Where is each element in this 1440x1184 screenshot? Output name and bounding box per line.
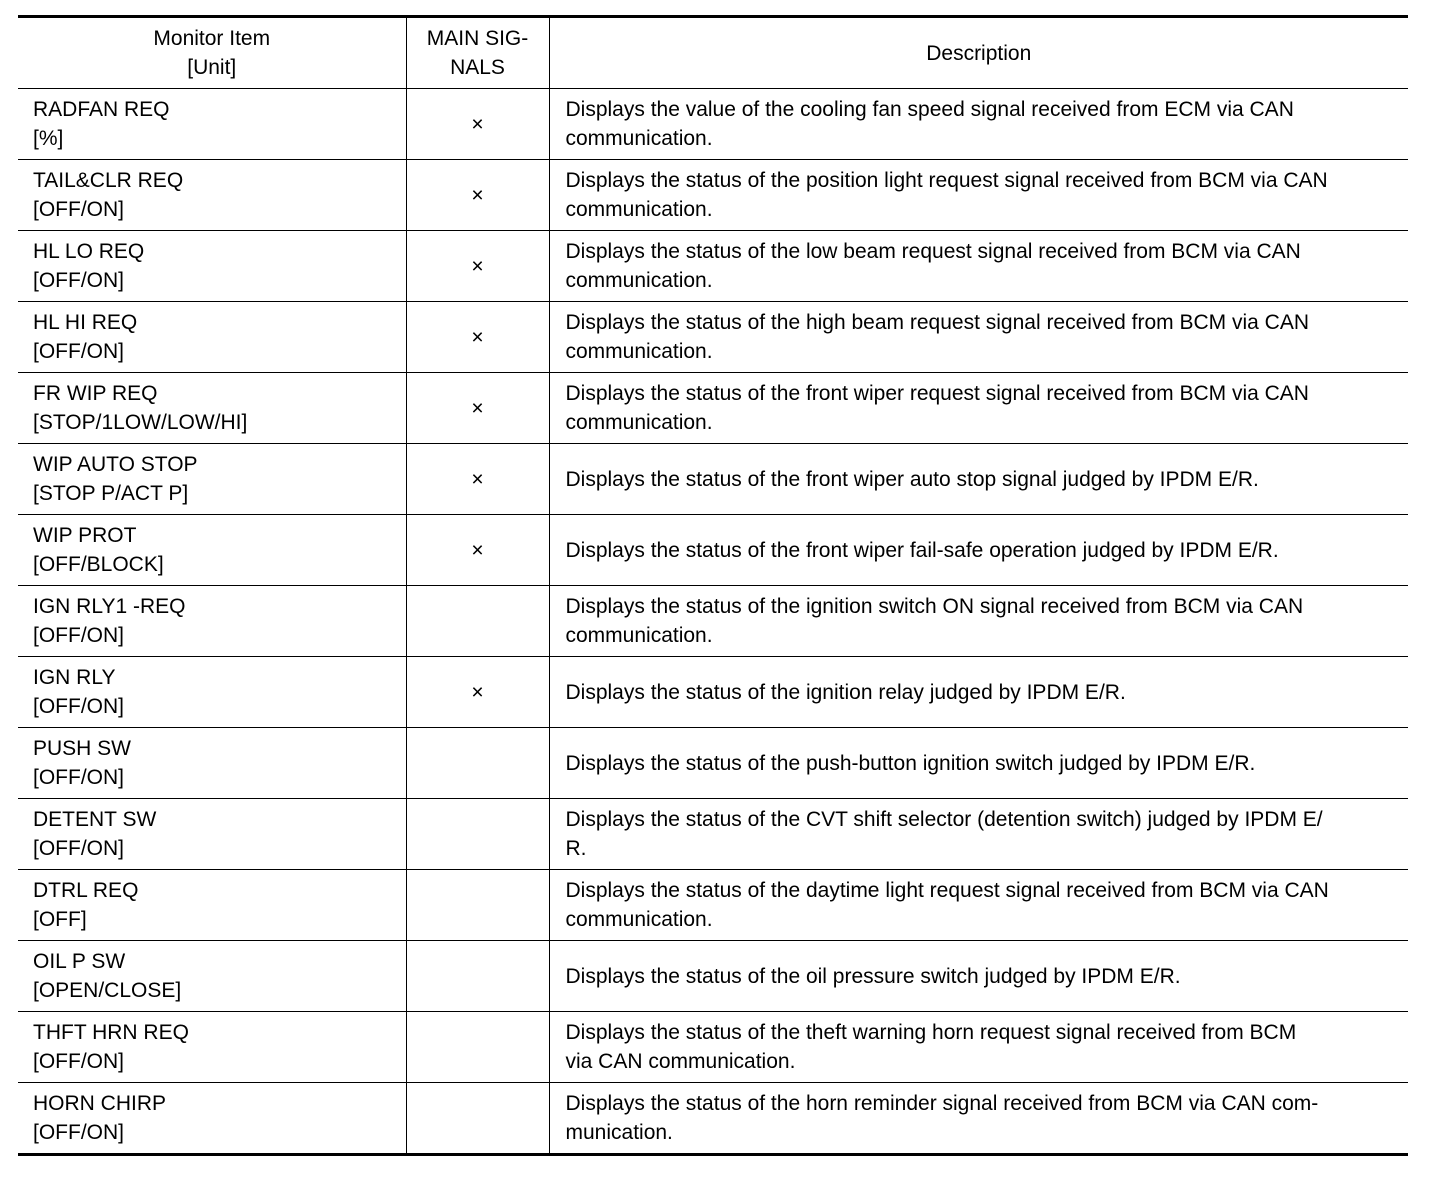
header-unit-label: [Unit] — [187, 56, 237, 79]
description-line: R. — [565, 837, 587, 860]
description-cell — [549, 515, 1408, 586]
monitor-item-cell — [18, 586, 406, 657]
description-cell — [549, 728, 1408, 799]
monitor-item-cell — [18, 728, 406, 799]
monitor-item-name: OIL P SW — [33, 950, 126, 973]
description-cell — [549, 586, 1408, 657]
description-line: Displays the status of the position light request signal received from BCM via CAN — [565, 169, 1328, 192]
monitor-item-name: THFT HRN REQ — [33, 1021, 189, 1044]
header-description: Description — [549, 17, 1408, 89]
monitor-item-cell — [18, 799, 406, 870]
monitor-item-cell — [18, 870, 406, 941]
description-line: Displays the status of the push-button ignition switch judged by IPDM E/R. — [565, 751, 1256, 775]
monitor-item-name: TAIL&CLR REQ — [33, 169, 184, 192]
monitor-item-cell — [18, 657, 406, 728]
description-cell — [549, 302, 1408, 373]
monitor-item-unit: [STOP P/ACT P] — [33, 482, 189, 505]
table-row — [18, 799, 1408, 870]
description-line: communication. — [565, 624, 713, 647]
monitor-item-cell — [18, 1012, 406, 1083]
main-signal-mark — [406, 1012, 549, 1083]
table-row — [18, 515, 1408, 586]
main-signal-mark: × — [406, 444, 549, 515]
description-cell — [549, 1012, 1408, 1083]
description-line: Displays the status of the horn reminder signal received from BCM via CAN com- — [565, 1092, 1319, 1115]
monitor-item-unit: [OFF] — [33, 908, 87, 931]
monitor-item-name: HL HI REQ — [33, 311, 138, 334]
description-line: Displays the status of the front wiper request signal received from BCM via CAN — [565, 382, 1309, 405]
monitor-item-unit: [OFF/ON] — [33, 269, 124, 292]
description-line: communication. — [565, 198, 713, 221]
monitor-item-name: WIP AUTO STOP — [33, 453, 198, 476]
main-signal-mark: × — [406, 231, 549, 302]
monitor-item-name: DETENT SW — [33, 808, 157, 831]
description-cell — [549, 231, 1408, 302]
table-row — [18, 373, 1408, 444]
description-line: Displays the status of the theft warning horn request signal received from BCM — [565, 1021, 1297, 1044]
table-row — [18, 941, 1408, 1012]
main-signal-mark — [406, 728, 549, 799]
header-monitor-item-label: Monitor Item — [153, 27, 271, 50]
main-signal-mark: × — [406, 373, 549, 444]
monitor-item-name: PUSH SW — [33, 737, 132, 760]
monitor-item-cell — [18, 515, 406, 586]
table-row — [18, 728, 1408, 799]
description-line: Displays the status of the high beam request signal received from BCM via CAN — [565, 311, 1310, 334]
table-body — [18, 89, 1408, 1155]
monitor-item-unit: [OFF/ON] — [33, 198, 124, 221]
description-line: Displays the status of the front wiper auto stop signal judged by IPDM E/R. — [565, 467, 1259, 491]
monitor-item-name: DTRL REQ — [33, 879, 139, 902]
monitor-item-cell — [18, 1083, 406, 1155]
monitor-item-name: IGN RLY — [33, 666, 116, 689]
main-signal-mark — [406, 941, 549, 1012]
table-row — [18, 657, 1408, 728]
description-cell — [549, 89, 1408, 160]
description-cell — [549, 941, 1408, 1012]
description-line: Displays the status of the ignition switch ON signal received from BCM via CAN — [565, 595, 1304, 618]
monitor-item-unit: [OFF/ON] — [33, 340, 124, 363]
description-line: Displays the value of the cooling fan speed signal received from ECM via CAN — [565, 98, 1294, 121]
monitor-item-name: HL LO REQ — [33, 240, 145, 263]
main-signal-mark: × — [406, 515, 549, 586]
monitor-item-table — [18, 15, 1408, 1156]
monitor-item-cell — [18, 231, 406, 302]
description-line: communication. — [565, 908, 713, 931]
table-row — [18, 160, 1408, 231]
header-main-signals-line2: NALS — [450, 56, 505, 79]
main-signal-mark — [406, 799, 549, 870]
table-row — [18, 231, 1408, 302]
table-row — [18, 1083, 1408, 1155]
table-header-row — [18, 17, 1408, 89]
monitor-item-unit: [OFF/ON] — [33, 766, 124, 789]
monitor-item-cell — [18, 373, 406, 444]
description-cell — [549, 657, 1408, 728]
monitor-item-unit: [OFF/ON] — [33, 837, 124, 860]
main-signal-mark — [406, 1083, 549, 1155]
description-line: Displays the status of the oil pressure switch judged by IPDM E/R. — [565, 964, 1181, 988]
description-line: Displays the status of the CVT shift selector (detention switch) judged by IPDM E/ — [565, 808, 1323, 831]
main-signal-mark: × — [406, 160, 549, 231]
description-line: Displays the status of the low beam request signal received from BCM via CAN — [565, 240, 1301, 263]
description-line: communication. — [565, 269, 713, 292]
description-cell — [549, 799, 1408, 870]
description-line: Displays the status of the front wiper fail-safe operation judged by IPDM E/R. — [565, 538, 1279, 562]
monitor-item-unit: [%] — [33, 127, 64, 150]
description-line: communication. — [565, 127, 713, 150]
table-row — [18, 870, 1408, 941]
monitor-item-name: HORN CHIRP — [33, 1092, 167, 1115]
monitor-item-name: WIP PROT — [33, 524, 137, 547]
monitor-item-cell — [18, 302, 406, 373]
description-cell — [549, 1083, 1408, 1155]
monitor-item-cell — [18, 89, 406, 160]
main-signal-mark — [406, 870, 549, 941]
monitor-item-unit: [OFF/BLOCK] — [33, 553, 164, 576]
monitor-item-unit: [OFF/ON] — [33, 1121, 124, 1144]
description-line: Displays the status of the daytime light request signal received from BCM via CAN — [565, 879, 1329, 902]
monitor-item-cell — [18, 160, 406, 231]
table-row — [18, 444, 1408, 515]
monitor-item-unit: [STOP/1LOW/LOW/HI] — [33, 411, 248, 434]
description-cell — [549, 444, 1408, 515]
description-line: communication. — [565, 411, 713, 434]
table-row — [18, 89, 1408, 160]
description-line: Displays the status of the ignition relay judged by IPDM E/R. — [565, 680, 1126, 704]
monitor-item-unit: [OFF/ON] — [33, 1050, 124, 1073]
description-line: munication. — [565, 1121, 673, 1144]
description-line: via CAN communication. — [565, 1050, 796, 1073]
table-row — [18, 586, 1408, 657]
monitor-item-name: RADFAN REQ — [33, 98, 170, 121]
header-main-signals-line1: MAIN SIG- — [426, 27, 529, 50]
monitor-item-unit: [OFF/ON] — [33, 624, 124, 647]
description-cell — [549, 870, 1408, 941]
description-cell — [549, 160, 1408, 231]
main-signal-mark: × — [406, 89, 549, 160]
header-main-signals — [406, 17, 549, 89]
monitor-item-cell — [18, 444, 406, 515]
table-row — [18, 302, 1408, 373]
monitor-item-unit: [OPEN/CLOSE] — [33, 979, 182, 1002]
monitor-item-unit: [OFF/ON] — [33, 695, 124, 718]
monitor-item-name: IGN RLY1 -REQ — [33, 595, 186, 618]
table-row — [18, 1012, 1408, 1083]
main-signal-mark — [406, 586, 549, 657]
description-cell — [549, 373, 1408, 444]
monitor-item-cell — [18, 941, 406, 1012]
description-line: communication. — [565, 340, 713, 363]
header-monitor-item — [18, 17, 406, 89]
main-signal-mark: × — [406, 302, 549, 373]
monitor-item-name: FR WIP REQ — [33, 382, 158, 405]
main-signal-mark: × — [406, 657, 549, 728]
